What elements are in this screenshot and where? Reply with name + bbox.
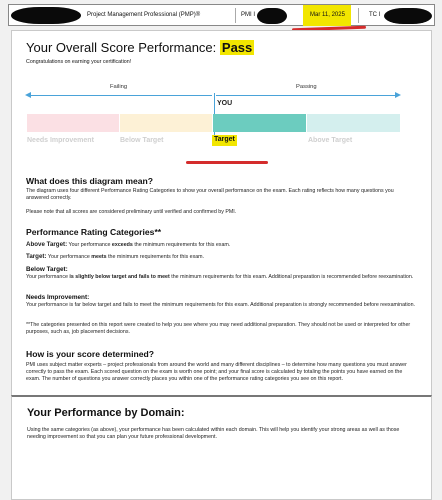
definition-text: the minimum requirements for this exam. Additional preparation is recommended before reexamination. xyxy=(169,274,414,280)
score-title xyxy=(26,40,254,56)
exam-date: Mar 11, 2025 xyxy=(310,12,345,18)
label-above-target: Above Target xyxy=(308,137,353,144)
score-determined-paragraph: PMI uses subject matter experts – project professionals from around the world and many different disciplines – to determine how many questions you must answer correctly to pass the exam. Each scored question on the exam is worth one point; and your final score is calculated by totaling the points you have earned on the exam. The number of questions you answer correctly places you within one of the performance rating categories you see on this report. xyxy=(26,362,407,383)
label-needs-improvement: Needs Improvement xyxy=(27,137,94,144)
certification-name: Project Management Professional (PMP)® xyxy=(87,12,201,18)
segment-target xyxy=(213,114,306,132)
diagram-heading: What does this diagram mean? xyxy=(26,176,154,186)
definition-text: Your performance xyxy=(68,242,112,248)
definition-text: the minimum requirements for this exam. xyxy=(132,242,231,248)
needs-improvement-label: Needs Improvement: xyxy=(26,294,90,301)
label-target: Target xyxy=(212,135,237,146)
report-header xyxy=(8,4,435,26)
domain-heading: Your Performance by Domain: xyxy=(27,407,185,419)
below-target-definition xyxy=(26,274,416,281)
definition-text: Your performance xyxy=(47,254,92,260)
congrats-text: Congratulations on earning your certification! xyxy=(26,59,132,65)
pmi-id-label: PMI I xyxy=(241,12,256,18)
domain-paragraph: Using the same categories (as above), your performance has been calculated within each domain. This will help you identify your strong areas as well as those needing improvement so that you can plan your future professional development. xyxy=(27,427,400,441)
preliminary-note: Please note that all scores are considered preliminary until verified and confirmed by PMI. xyxy=(26,209,237,215)
redacted-tc-id xyxy=(384,8,432,24)
passing-axis xyxy=(216,95,396,96)
above-target-label: Above Target: xyxy=(26,241,68,248)
score-determined-heading: How is your score determined? xyxy=(26,349,154,359)
redacted-name xyxy=(11,7,81,24)
you-marker: YOU xyxy=(217,100,233,107)
passing-label: Passing xyxy=(296,84,317,90)
tc-id-label: TC I xyxy=(369,12,381,18)
score-title-prefix: Your Overall Score Performance: xyxy=(26,40,217,55)
segment-above-target xyxy=(307,114,400,132)
definition-text: Your performance xyxy=(26,274,70,280)
header-divider xyxy=(235,8,236,23)
diagram-paragraph: The diagram uses four different Performance Rating Categories to show your overall performance on the exam. Each rating reflects how many questions you answered correctly. xyxy=(26,188,394,202)
score-result: Pass xyxy=(221,40,253,55)
definition-emphasis: exceeds xyxy=(111,242,133,248)
label-below-target: Below Target xyxy=(120,137,164,144)
score-report-card xyxy=(11,30,432,418)
definition-emphasis: meets xyxy=(91,254,107,260)
categories-footnote: **The categories presented on this report were created to help you see where you may need additional preparation. They should not be used or interpreted for other purposes, such as, job placement decisions. xyxy=(26,322,411,336)
above-target-definition xyxy=(26,241,416,249)
redacted-pmi-id xyxy=(257,8,287,24)
failing-axis xyxy=(30,95,212,96)
segment-below-target xyxy=(120,114,212,132)
passing-arrow-icon xyxy=(395,92,401,98)
definition-text: the minimum requirements for this exam. xyxy=(106,254,205,260)
categories-heading: Performance Rating Categories** xyxy=(26,227,162,237)
definition-emphasis: is slightly below target and fails to meet xyxy=(69,274,170,280)
target-definition xyxy=(26,253,416,261)
segment-needs-improvement xyxy=(27,114,119,132)
red-marker-stroke xyxy=(186,161,268,164)
needs-improvement-definition: Your performance is far below target and fails to meet the minimum requirements for this exam. Additional preparation is strongly recommended before reexamination. xyxy=(26,302,416,308)
below-target-label: Below Target: xyxy=(26,266,68,273)
target-label: Target: xyxy=(26,253,47,260)
domain-performance-card xyxy=(11,395,432,500)
failing-label: Failing xyxy=(110,84,128,90)
header-divider xyxy=(358,8,359,23)
